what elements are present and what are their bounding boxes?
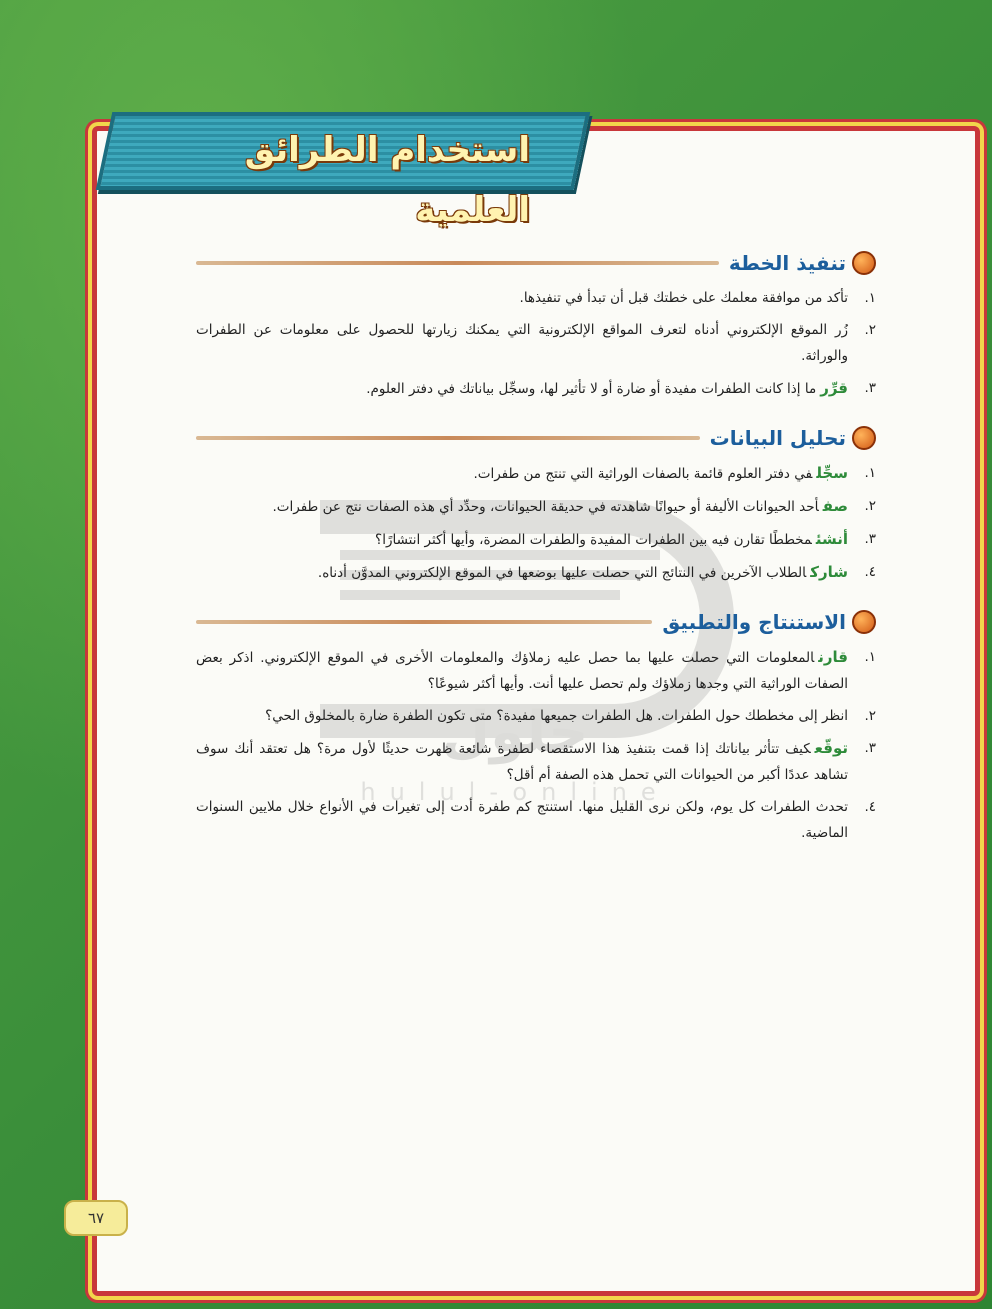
item-text	[196, 460, 848, 487]
item-text	[196, 375, 848, 402]
section-header	[196, 604, 876, 640]
page-number-badge	[58, 1190, 134, 1246]
item-number: ٣.	[864, 531, 876, 547]
item-keyword: شارك	[810, 563, 848, 581]
item-body: مخططًا تقارن فيه بين الطفرات المفيدة والطفرات المضرة، وأيها أكثر انتشارًا؟	[375, 532, 812, 548]
item-body: في دفتر العلوم قائمة بالصفات الوراثية التي تنتج من طفرات.	[473, 466, 813, 482]
item-keyword: سجِّل	[816, 464, 848, 482]
section-rule	[196, 261, 719, 265]
item-number: ٣.	[864, 740, 876, 756]
section-analyze-data	[196, 420, 876, 586]
section-header	[196, 245, 876, 281]
item-text	[196, 735, 848, 788]
list-item	[196, 559, 876, 586]
item-body: تأكد من موافقة معلمك على خطتك قبل أن تبدأ في تنفيذها.	[519, 290, 848, 306]
page-title: استخدام الطرائق العلمية	[244, 130, 530, 230]
item-body: ما إذا كانت الطفرات مفيدة أو ضارة أو لا تأثير لها، وسجِّل بياناتك في دفتر العلوم.	[366, 381, 817, 397]
item-number: ٢.	[864, 322, 876, 338]
item-text	[196, 559, 848, 586]
item-body: الطلاب الآخرين في النتائج التي حصلت عليها بوضعها في الموقع الإلكتروني المدوَّن أدناه.	[317, 565, 807, 581]
content	[196, 245, 876, 864]
list-item	[196, 703, 876, 729]
item-number: ١.	[864, 290, 876, 306]
item-text	[196, 285, 848, 311]
item-text	[196, 794, 848, 846]
item-body: كيف تتأثر بياناتك إذا قمت بتنفيذ هذا الاستقصاء لطفرة شائعة ظهرت حديثًا لأول مرة؟ هل تعتقد أنك سوف تشاهد عددًا أكبر من الحيوانات التي تحمل هذه الصفة أم أقل؟	[196, 741, 848, 783]
item-body: انظر إلى مخططك حول الطفرات. هل الطفرات جميعها مفيدة؟ متى تكون الطفرة ضارة بالمخلوق الحي؟	[265, 708, 848, 724]
item-keyword: صف	[822, 497, 848, 515]
item-keyword: قارن	[818, 648, 848, 666]
section-header	[196, 420, 876, 456]
item-text	[196, 644, 848, 697]
item-number: ٤.	[864, 564, 876, 580]
list-item	[196, 526, 876, 553]
item-body: المعلومات التي حصلت عليها بما حصل عليه زملاؤك والمعلومات الأخرى في الموقع الإلكتروني. اذكر بعض الصفات الوراثية التي وجدها زملاؤك ولم تحصل عليها أنت. وأيها أكثر شيوعًا؟	[196, 650, 848, 692]
list-item	[196, 285, 876, 311]
list-item	[196, 493, 876, 520]
item-list	[196, 644, 876, 846]
section-title: تحليل البيانات	[709, 426, 846, 450]
page-number: ٦٧	[64, 1200, 128, 1236]
section-conclude-apply	[196, 604, 876, 846]
item-number: ٢.	[864, 708, 876, 724]
item-number: ٤.	[864, 799, 876, 815]
item-body: أحد الحيوانات الأليفة أو حيوانًا شاهدته في حديقة الحيوانات، وحدِّد أي هذه الصفات نتج عن طفرات.	[272, 499, 819, 515]
item-text	[196, 526, 848, 553]
item-list	[196, 285, 876, 402]
list-item	[196, 735, 876, 788]
watermark-text: حلول	[441, 700, 589, 765]
section-execute-plan	[196, 245, 876, 402]
item-number: ٣.	[864, 380, 876, 396]
item-number: ٢.	[864, 498, 876, 514]
item-keyword: قرِّر	[820, 379, 848, 397]
bullet-icon	[852, 610, 876, 634]
section-rule	[196, 620, 652, 624]
list-item	[196, 794, 876, 846]
list-item	[196, 644, 876, 697]
item-body: تحدث الطفرات كل يوم، ولكن نرى القليل منها. استنتج كم طفرة أدت إلى تغيرات في الأنواع خلال ملايين السنوات الماضية.	[196, 799, 848, 841]
item-keyword: توقّع	[814, 739, 848, 757]
item-number: ١.	[864, 649, 876, 665]
list-item	[196, 460, 876, 487]
section-rule	[196, 436, 700, 440]
item-number: ١.	[864, 465, 876, 481]
item-text	[196, 317, 848, 369]
bullet-icon	[852, 251, 876, 275]
item-keyword: أنشئ	[815, 530, 848, 548]
list-item	[196, 317, 876, 369]
item-list	[196, 460, 876, 586]
item-text	[196, 493, 848, 520]
section-title: تنفيذ الخطة	[728, 251, 846, 275]
watermark-subtext: hulul-online	[360, 778, 670, 806]
section-title: الاستنتاج والتطبيق	[662, 610, 846, 634]
item-body: زُر الموقع الإلكتروني أدناه لتعرف المواقع الإلكترونية التي يمكنك زيارتها للحصول على معلومات عن الطفرات والوراثة.	[196, 322, 848, 364]
bullet-icon	[852, 426, 876, 450]
list-item	[196, 375, 876, 402]
item-text	[196, 703, 848, 729]
